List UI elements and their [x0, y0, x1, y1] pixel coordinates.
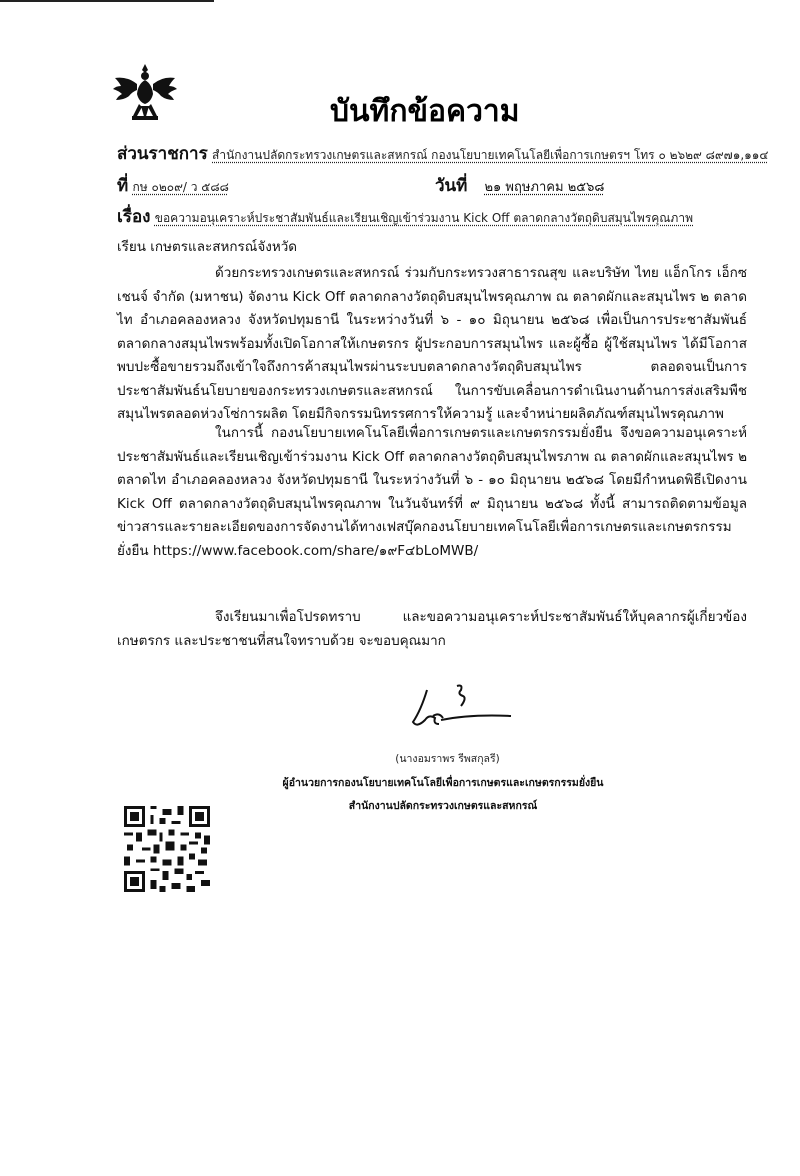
- agency-label: ส่วนราชการ: [117, 144, 208, 164]
- garuda-emblem-icon: [112, 62, 178, 126]
- body-paragraph-2-text: ในการนี้ กองนโยบายเทคโนโลยีเพื่อการเกษตรและเกษตรกรรมยั่งยืน จึงขอความอนุเคราะห์ประชาสัมพันธ์และเรียนเชิญเข้าร่วมงาน Kick Off ตลาดกลางวัตถุดิบสมุนไพรภาพ ณ ตลาดผักและสมุนไพร ๒ ตลาดไท อำเภอคลองหลวง จังหวัดปทุมธานี ในระหว่างวันที่ ๖ - ๑๐ มิถุนายน ๒๕๖๘ โดยมีกำหนดพิธีเปิดงาน Kick Off ตลาดกลางวัตถุดิบสมุนไพรคุณภาพ ในวันจันทร์ที่ ๙ มิถุนายน ๒๕๖๘ ทั้งนี้ สามารถติดตามข้อมูลข่าวสารและรายละเอียดของการจัดงานได้ทางเฟสบุ๊คกองนโยบายเทคโนโลยีเพื่อการเกษตรและเกษตรกรรมยั่งยืน https://www.facebook.com/share/๑๙F๔bLoMWB/: [117, 425, 747, 559]
- body-paragraph-1: [117, 262, 747, 427]
- reference-label: ที่: [117, 176, 129, 196]
- top-rule: [0, 0, 214, 2]
- body-paragraph-1-text: ด้วยกระทรวงเกษตรและสหกรณ์ ร่วมกับกระทรวงสาธารณสุข และบริษัท ไทย แอ็กโกร เอ็กซเชนจ์ จำกัด (มหาชน) จัดงาน Kick Off ตลาดกลางวัตถุดิบสมุนไพรคุณภาพ ณ ตลาดผักและสมุนไพร ๒ ตลาดไท อำเภอคลองหลวง จังหวัดปทุมธานี ในระหว่างวันที่ ๖ - ๑๐ มิถุนายน ๒๕๖๘ เพื่อเป็นการประชาสัมพันธ์ตลาดกลางสมุนไพรพร้อมทั้งเปิดโอกาสให้เกษตรกร ผู้ประกอบการสมุนไพร และผู้ซื้อ ผู้ใช้สมุนไพร ได้มีโอกาสพบปะซื้อขายรวมถึงเข้าใจถึงการค้าสมุนไพรผ่านระบบตลาดกลางวัตถุดิบสมุนไพร ตลอดจนเป็นการประชาสัมพันธ์นโยบายของกระทรวงเกษตรและสหกรณ์ ในการขับเคลื่อนการดำเนินงานด้านการส่งเสริมพืชสมุนไพรตลอดห่วงโซ่การผลิต โดยมีกิจกรรมนิทรรศการให้ความรู้ และจำหน่ายผลิตภัณฑ์สมุนไพรคุณภาพ: [117, 265, 747, 422]
- body-paragraph-2: [117, 422, 747, 563]
- signer-name: (นางอมราพร รีพสกุลรี): [395, 753, 500, 765]
- signer-position: ผู้อำนวยการกองนโยบายเทคโนโลยีเพื่อการเกษตรและเกษตรกรรมยั่งยืน: [282, 777, 604, 789]
- salutation: เรียน เกษตรและสหกรณ์จังหวัด: [117, 239, 298, 255]
- subject-label: เรื่อง: [117, 207, 151, 227]
- subject-row: [117, 203, 693, 230]
- page-title: บันทึกข้อความ: [330, 94, 520, 129]
- reference-row: [117, 172, 229, 199]
- agency-row: [117, 140, 768, 167]
- reference-value: กษ ๐๒๐๙/ ว ๕๘๘: [132, 180, 229, 194]
- date-label: วันที่: [435, 176, 468, 196]
- body-paragraph-3: [117, 606, 747, 653]
- signer-office: สำนักงานปลัดกระทรวงเกษตรและสหกรณ์: [348, 800, 538, 812]
- qr-code-icon: [122, 806, 212, 892]
- body-paragraph-3-text: จึงเรียนมาเพื่อโปรดทราบ และขอความอนุเคราะห์ประชาสัมพันธ์ให้บุคลากรผู้เกี่ยวข้อง เกษตรกร และประชาชนที่สนใจทราบด้วย จะขอบคุณมาก: [117, 609, 747, 649]
- signature: [405, 680, 525, 732]
- agency-value: สำนักงานปลัดกระทรวงเกษตรและสหกรณ์ กองนโยบายเทคโนโลยีเพื่อการเกษตรฯ โทร ๐ ๒๖๒๙ ๘๙๗๑,๑๑๔: [212, 148, 769, 162]
- subject-value: ขอความอนุเคราะห์ประชาสัมพันธ์และเรียนเชิญเข้าร่วมงาน Kick Off ตลาดกลางวัตถุดิบสมุนไพรคุณภาพ: [154, 211, 693, 225]
- date-row: [435, 172, 604, 199]
- date-value: ๒๑ พฤษภาคม ๒๕๖๘: [484, 180, 605, 195]
